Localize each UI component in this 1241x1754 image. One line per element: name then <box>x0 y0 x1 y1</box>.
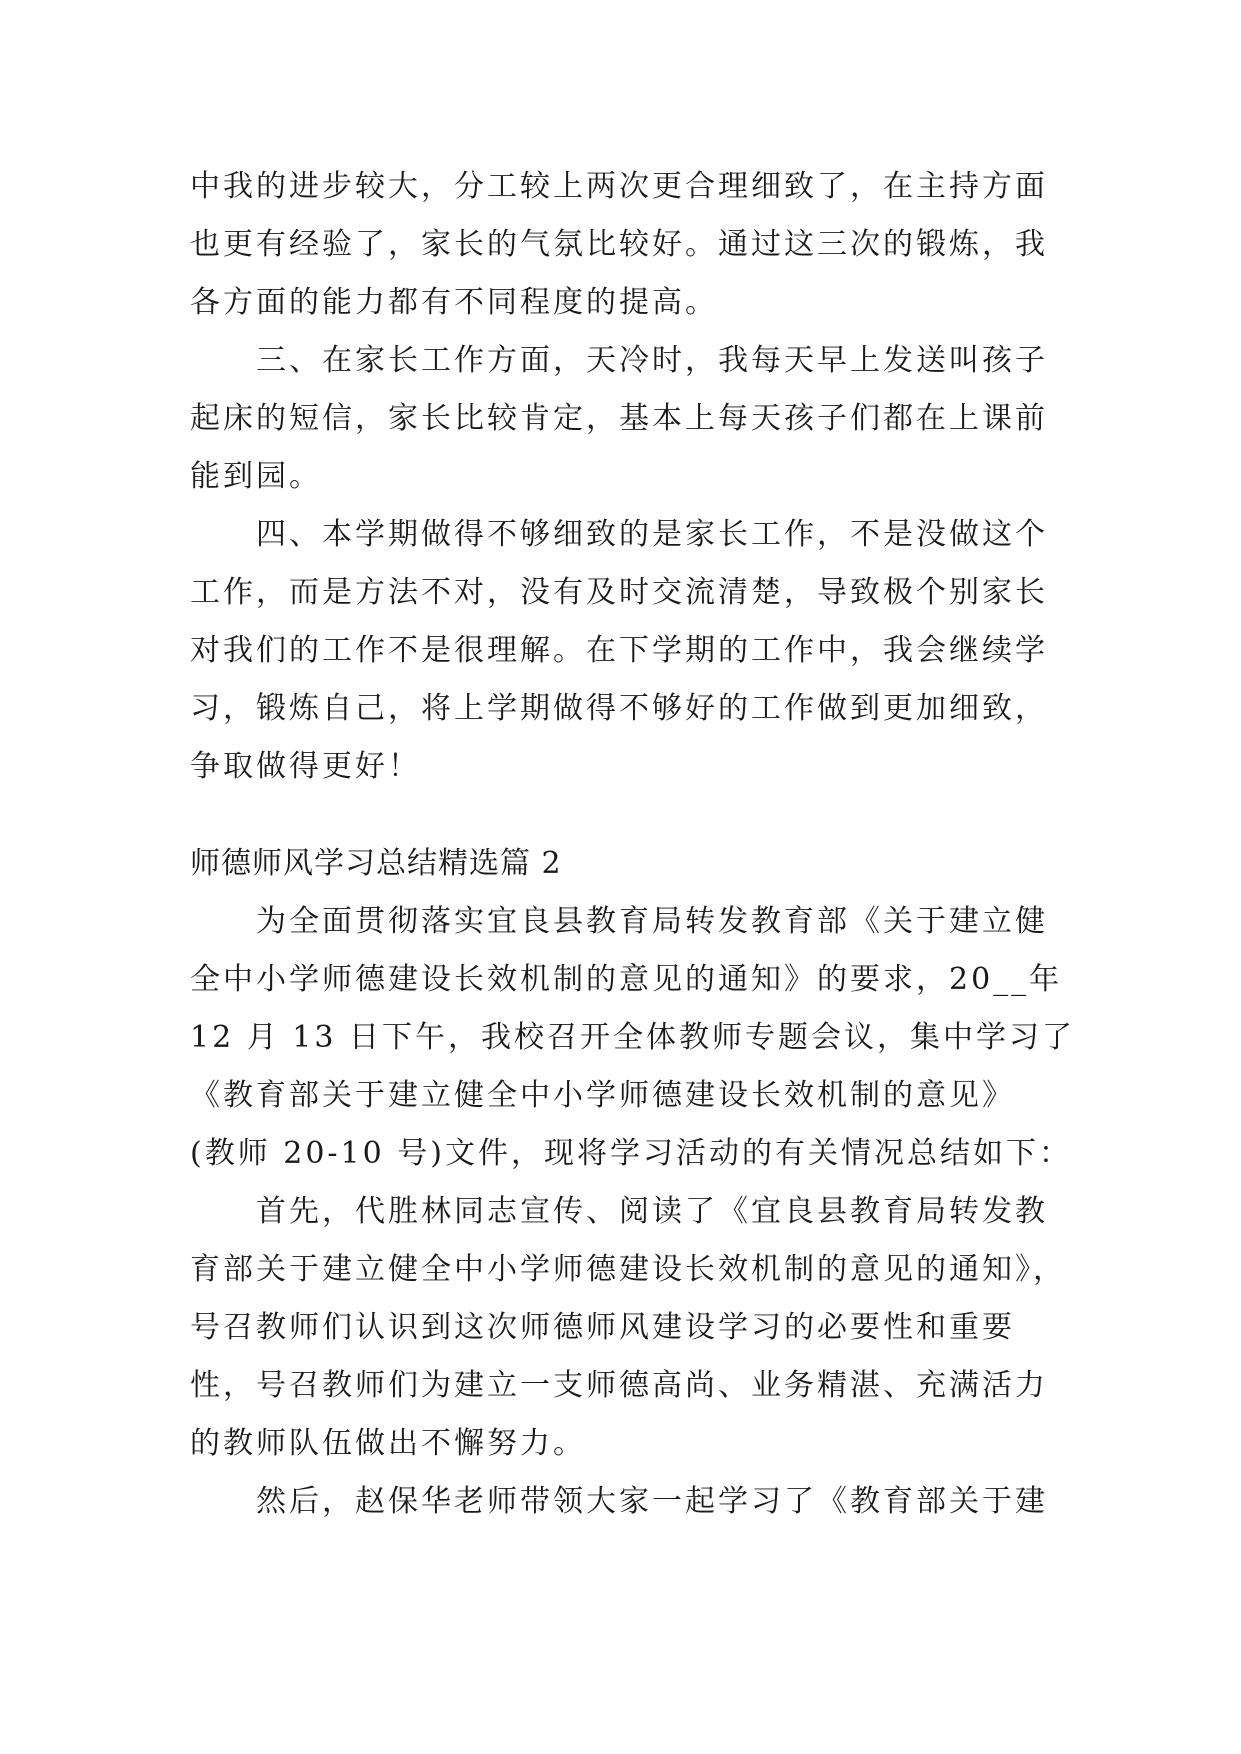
text-line: 四、本学期做得不够细致的是家长工作，不是没做这个 <box>256 517 1048 552</box>
paragraph-intro <box>190 893 1075 1183</box>
text-line: 12 月 13 日下午，我校召开全体教师专题会议，集中学习了 <box>190 1020 1075 1055</box>
text-line: 中我的进步较大，分工较上两次更合理细致了，在主持方面 <box>190 169 1048 204</box>
text-line: 育部关于建立健全中小学师德建设长效机制的意见的通知》， <box>190 1252 1066 1287</box>
text-line: 全中小学师德建设长效机制的意见的通知》的要求，20__年 <box>190 962 1063 997</box>
paragraph-item-three <box>190 332 1050 506</box>
text-line: 性，号召教师们为建立一支师德高尚、业务精湛、充满活力 <box>190 1368 1048 1403</box>
text-line: 然后，赵保华老师带领大家一起学习了《教育部关于建 <box>256 1484 1048 1519</box>
text-line: 也更有经验了，家长的气氛比较好。通过这三次的锻炼，我 <box>190 227 1048 262</box>
paragraph-first <box>190 1183 1066 1473</box>
text-line: 习，锻炼自己，将上学期做得不够好的工作做到更加细致， <box>190 691 1048 726</box>
body-text-top <box>190 158 1050 796</box>
paragraph-continuation <box>190 158 1050 332</box>
text-line: 首先，代胜林同志宣传、阅读了《宜良县教育局转发教 <box>256 1194 1048 1229</box>
text-line: 工作，而是方法不对，没有及时交流清楚，导致极个别家长 <box>190 575 1048 610</box>
text-line: 《教育部关于建立健全中小学师德建设长效机制的意见》 <box>190 1078 1015 1113</box>
text-line: 三、在家长工作方面，天冷时，我每天早上发送叫孩子 <box>256 343 1048 378</box>
paragraph-then <box>190 1473 1050 1531</box>
text-line: 的教师队伍做出不懈努力。 <box>190 1426 586 1461</box>
paragraph-item-four <box>190 506 1050 796</box>
text-line: 能到园。 <box>190 459 322 494</box>
text-line: 起床的短信，家长比较肯定，基本上每天孩子们都在上课前 <box>190 401 1048 436</box>
text-line: (教师 20-10 号)文件，现将学习活动的有关情况总结如下： <box>190 1136 1072 1171</box>
section-heading: 师德师风学习总结精选篇 2 <box>190 846 562 881</box>
text-line: 为全面贯彻落实宜良县教育局转发教育部《关于建立健 <box>256 904 1048 939</box>
body-text-bottom <box>190 835 1075 1531</box>
text-line: 号召教师们认识到这次师德师风建设学习的必要性和重要 <box>190 1310 1015 1345</box>
text-line: 对我们的工作不是很理解。在下学期的工作中，我会继续学 <box>190 633 1048 668</box>
text-line: 各方面的能力都有不同程度的提高。 <box>190 285 718 320</box>
text-line: 争取做得更好！ <box>190 749 421 784</box>
